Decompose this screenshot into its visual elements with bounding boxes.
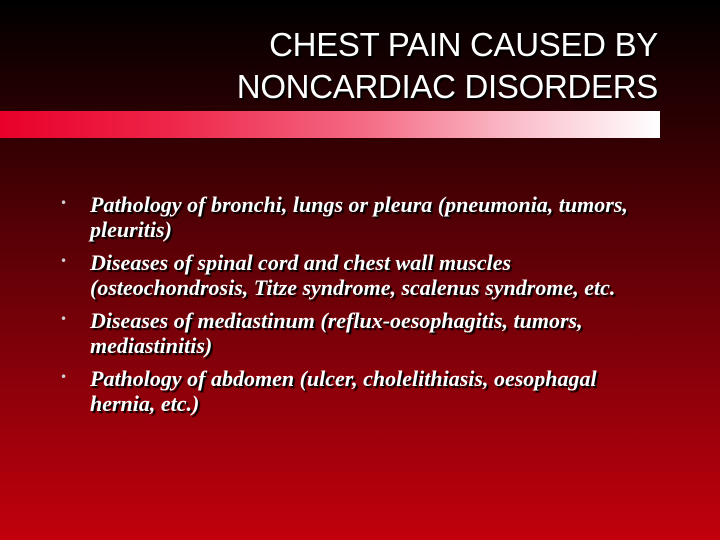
bullet-dot-icon: • [60, 196, 68, 210]
bullet-text: Diseases of spinal cord and chest wall muscles (osteochondrosis, Titze syndrome, scalenus syndrome, etc. [90, 250, 616, 300]
bullet-list [56, 192, 656, 424]
bullet-item [56, 366, 656, 416]
bullet-item [56, 250, 656, 300]
slide-title [98, 24, 658, 108]
bullet-item [56, 192, 656, 242]
slide-title-line-1: CHEST PAIN CAUSED BY [269, 26, 658, 63]
bullet-text: Pathology of bronchi, lungs or pleura (pneumonia, tumors, pleuritis) [90, 192, 628, 242]
bullet-dot-icon: • [60, 312, 68, 326]
gradient-accent-bar [0, 111, 660, 138]
bullet-text: Pathology of abdomen (ulcer, cholelithiasis, oesophagal hernia, etc.) [90, 366, 597, 416]
bullet-item [56, 308, 656, 358]
slide-title-line-2: NONCARDIAC DISORDERS [236, 68, 658, 105]
bullet-dot-icon: • [60, 254, 68, 268]
bullet-text: Diseases of mediastinum (reflux-oesophagitis, tumors, mediastinitis) [90, 308, 583, 358]
bullet-dot-icon: • [60, 370, 68, 384]
